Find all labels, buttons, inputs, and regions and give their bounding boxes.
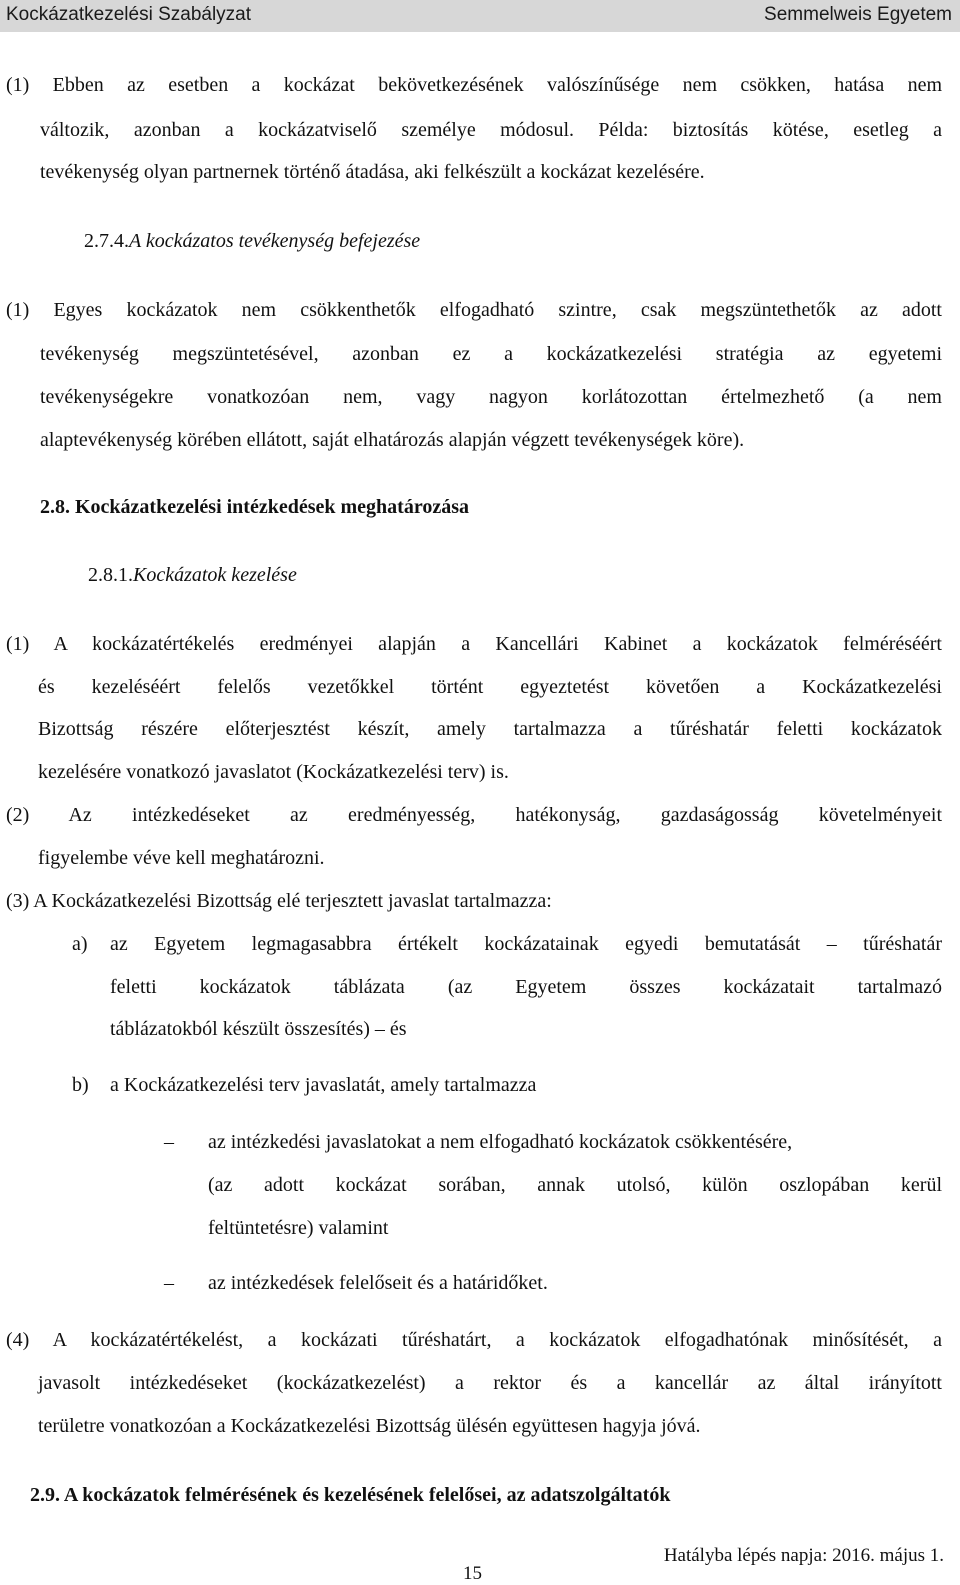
effective-date: Hatályba lépés napja: 2016. május 1. <box>663 1545 944 1566</box>
subsection-number: 2.8.1. <box>88 564 133 586</box>
paragraph-line: (4) A kockázatértékelést, a kockázati tűréshatárt, a kockázatok elfogadhatónak minősítését, a <box>6 1329 942 1351</box>
paragraph-line: változik, azonban a kockázatviselő személye módosul. Példa: biztosítás kötése, esetleg a <box>40 119 942 141</box>
paragraph-line: tevékenység megszüntetésével, azonban ez a kockázatkezelési stratégia az egyetemi <box>40 343 942 365</box>
paragraph-line: (3) A Kockázatkezelési Bizottság elé terjesztett javaslat tartalmazza: <box>6 890 552 912</box>
paragraph-line: kezelésére vonatkozó javaslatot (Kockázatkezelési terv) is. <box>38 761 509 783</box>
dash-marker: – <box>164 1272 174 1294</box>
paragraph-line: tevékenységekre vonatkozóan nem, vagy nagyon korlátozottan értelmezhető (a nem <box>40 386 942 408</box>
paragraph-line: (2) Az intézkedéseket az eredményesség, hatékonyság, gazdaságosság követelményeit <box>6 804 942 826</box>
paragraph-line: figyelembe véve kell meghatározni. <box>38 847 325 869</box>
subsection-heading-2-7-4 <box>84 229 420 253</box>
paragraph-line: alaptevékenység körében ellátott, saját elhatározás alapján végzett tevékenységek köre). <box>40 429 745 451</box>
paragraph-line: és kezeléséért felelős vezetőkkel történt egyeztetést követően a Kockázatkezelési <box>38 676 942 698</box>
dash-marker: – <box>164 1131 174 1153</box>
paragraph-line: Bizottság részére előterjesztést készít, amely tartalmazza a tűréshatár feletti kockázatok <box>38 718 942 740</box>
section-number: 2.8. <box>40 496 70 518</box>
paragraph-line: területre vonatkozóan a Kockázatkezelési Bizottság ülésén együttesen hagyja jóvá. <box>38 1415 701 1437</box>
section-title: Kockázatkezelési intézkedések meghatározása <box>75 496 469 518</box>
subsection-number: 2.7.4. <box>84 230 129 252</box>
paragraph-line: (1) Ebben az esetben a kockázat bekövetkezésének valószínűsége nem csökken, hatása nem <box>6 74 942 96</box>
section-number: 2.9. <box>30 1484 60 1506</box>
list-item-line: a Kockázatkezelési terv javaslatát, amely tartalmazza <box>110 1074 537 1096</box>
page-number: 15 <box>463 1563 482 1584</box>
section-title: A kockázatok felmérésének és kezelésének felelősei, az adatszolgáltatók <box>63 1484 671 1506</box>
list-item-line: az Egyetem legmagasabbra értékelt kockázatainak egyedi bemutatását – tűréshatár <box>110 933 942 955</box>
list-item-line: feletti kockázatok táblázata (az Egyetem összes kockázatait tartalmazó <box>110 976 942 998</box>
page-header <box>0 0 960 32</box>
paragraph-line: tevékenység olyan partnernek történő átadása, aki felkészült a kockázat kezelésére. <box>40 161 705 183</box>
subsection-heading-2-8-1 <box>88 563 297 587</box>
sublist-item-line: (az adott kockázat sorában, annak utolsó, külön oszlopában kerül <box>208 1174 942 1196</box>
list-marker: b) <box>72 1074 89 1096</box>
subsection-title: A kockázatos tevékenység befejezése <box>129 230 421 252</box>
header-institution: Semmelweis Egyetem <box>764 4 952 25</box>
sublist-item-line: az intézkedési javaslatokat a nem elfogadható kockázatok csökkentésére, <box>208 1131 793 1153</box>
header-document-title: Kockázatkezelési Szabályzat <box>6 4 252 25</box>
section-heading-2-8 <box>40 495 469 519</box>
sublist-item-line: feltüntetésre) valamint <box>208 1217 389 1239</box>
paragraph-line: javasolt intézkedéseket (kockázatkezelést) a rektor és a kancellár az által irányított <box>38 1372 942 1394</box>
subsection-title: Kockázatok kezelése <box>133 564 297 586</box>
sublist-item-line: az intézkedések felelőseit és a határidőket. <box>208 1272 548 1294</box>
paragraph-line: (1) Egyes kockázatok nem csökkenthetők elfogadható szintre, csak megszüntethetők az adott <box>6 299 942 321</box>
list-item-line: táblázatokból készült összesítés) – és <box>110 1018 407 1040</box>
paragraph-line: (1) A kockázatértékelés eredményei alapján a Kancellári Kabinet a kockázatok felméréséért <box>6 633 942 655</box>
list-marker: a) <box>72 933 88 955</box>
section-heading-2-9 <box>30 1483 670 1507</box>
